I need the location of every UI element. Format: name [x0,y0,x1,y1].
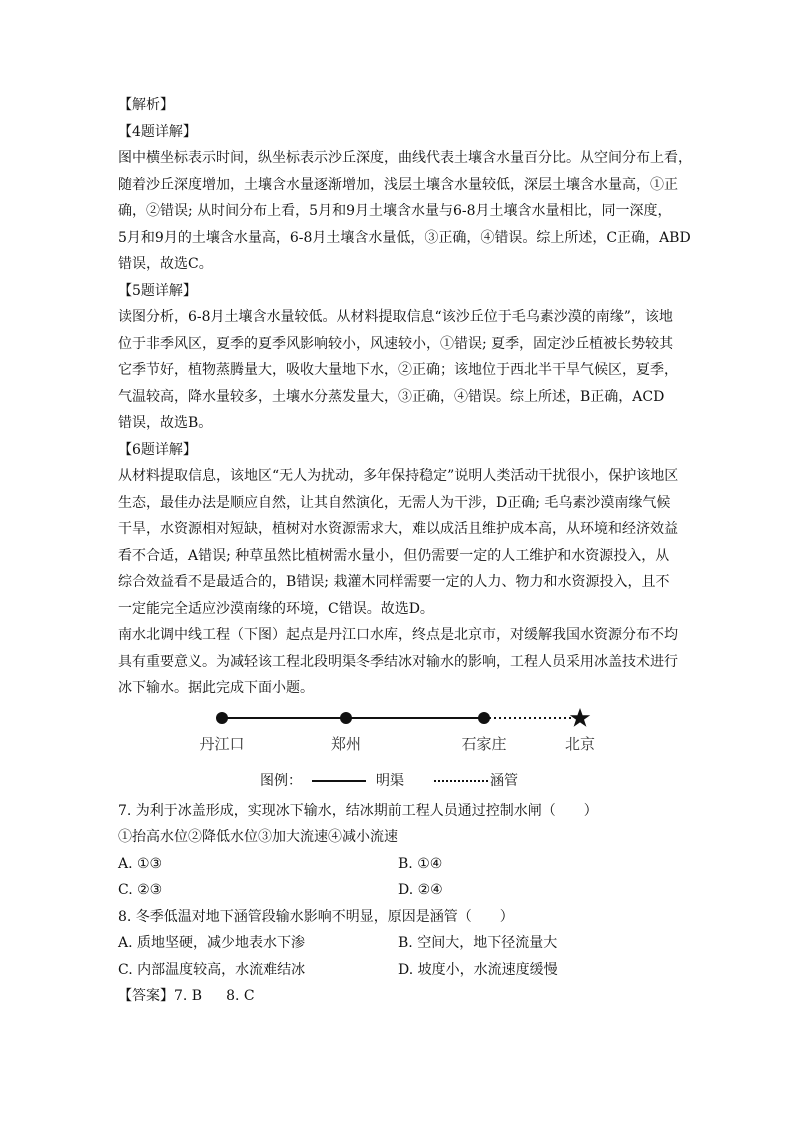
station-label-zhengzhou: 郑州 [330,734,362,753]
q4-line: 图中横坐标表示时间，纵坐标表示沙丘深度，曲线代表土壤含水量百分比。从空间分布上看， [118,150,692,166]
q5-header: 【5题详解】 [118,282,197,299]
q6-line: 生态，最佳办法是顺应自然，让其自然演化，无需人为干涉，D正确; 毛乌素沙漠南缘气候 [118,494,671,511]
q4-explanation [118,145,692,278]
q6-line: 一定能完全适应沙漠南缘的环境，C错误。故选D。 [118,600,434,617]
q7-option-d: D. ②④ [398,882,443,898]
q6-line: 综合效益看不是最适合的，B错误; 栽灌木同样需要一定的人力、物力和水资源投入，且不 [118,574,670,590]
q7-option-c: C. ②③ [118,882,163,898]
station-dot-danjiangkou [216,712,228,724]
answer-q8: 8. C [226,988,255,1004]
answer-label: 【答案】 [118,988,174,1004]
q8-option-b: B. 空间大，地下径流量大 [398,935,558,951]
q6-header: 【6题详解】 [118,441,197,458]
q6-line: 看不合适，A错误; 种草虽然比植树需水量小，但仍需要一定的人工维护和水资源投入，从 [118,547,670,564]
q5-explanation [118,304,678,437]
q5-line: 错误，故选B。 [118,415,213,431]
material-line: 南水北调中线工程（下图）起点是丹江口水库，终点是北京市，对缓解我国水资源分布不均 [118,627,678,643]
q6-line: 干旱，水资源相对短缺，植树对水资源需求大，难以成活且维护成本高，从环境和经济效益 [118,521,678,537]
q8-option-c: C. 内部温度较高，水流难结冰 [118,961,306,978]
analysis-header: 【解析】 [118,97,174,113]
answer-line [118,983,678,1010]
q5-line: 位于非季风区，夏季的夏季风影响较小，风速较小，①错误; 夏季，固定沙丘植被长势较其 [118,335,674,352]
q8-option-d: D. 坡度小，水流速度缓慢 [398,961,558,978]
q4-line: 5月和9月的土壤含水量高，6-8月土壤含水量低，③正确，④错误。综上所述，C正确，ABD [118,229,691,246]
beijing-star-icon [570,708,590,727]
q6-explanation [118,463,678,622]
legend-canal-label: 明渠 [376,772,404,789]
q8-options-row [118,930,678,957]
q4-line: 确，②错误; 从时间分布上看，5月和9月土壤含水量与6-8月土壤含水量相比，同一深度， [118,203,672,219]
q7-options-row [118,851,678,878]
station-label-danjiangkou: 丹江口 [199,734,245,753]
q7-option-a: A. ①③ [118,855,163,872]
q7-option-b: B. ①④ [398,855,443,872]
material-line: 具有重要意义。为减轻该工程北段明渠冬季结冰对输水的影响，工程人员采用冰盖技术进行 [118,653,678,670]
q4-header: 【4题详解】 [118,123,197,140]
q5-line: 它季节好，植物蒸腾量大，吸收大量地下水，②正确；该地位于西北半干旱气候区，夏季， [118,362,678,378]
water-route-diagram [118,706,678,764]
q6-line: 从材料提取信息，该地区“无人为扰动，多年保持稳定”说明人类活动干扰很小，保护该地区 [118,468,679,484]
q5-line: 气温较高，降水量较多，土壤水分蒸发量大，③正确，④错误。综上所述，B正确，ACD [118,388,665,405]
legend-label: 图例： [260,772,302,789]
station-label-shijiazhuang: 石家庄 [461,734,507,753]
legend-dotted-line [434,780,488,782]
q8-stem: 8. 冬季低温对地下涵管段输水影响不明显，原因是涵管（ ） [118,908,514,925]
q4-line: 随着沙丘深度增加，土壤含水量逐渐增加，浅层土壤含水量较低，深层土壤含水量高，①正 [118,176,678,193]
legend-solid-line [312,780,366,782]
q4-line: 错误，故选C。 [118,256,213,272]
q8-options-row [118,957,678,984]
document-page [118,92,692,1010]
legend-culvert-label: 涵管 [490,772,518,789]
material-text [118,622,678,702]
q8-option-a: A. 质地坚硬，减少地表水下渗 [118,935,306,951]
q5-line: 读图分析，6-8月土壤含水量较低。从材料提取信息“该沙丘位于毛乌素沙漠的南缘”，该地 [118,309,673,325]
station-dot-shijiazhuang [478,712,490,724]
material-line: 冰下输水。据此完成下面小题。 [118,680,314,696]
q7-choices: ①抬高水位②降低水位③加大流速④减小流速 [118,829,398,845]
route-svg [118,706,678,764]
q7-options-row [118,877,678,904]
station-label-beijing: 北京 [564,734,596,753]
diagram-legend [118,768,678,794]
answer-q7: 7. B [174,988,203,1004]
station-dot-zhengzhou [340,712,352,724]
q7-stem: 7. 为利于冰盖形成，实现冰下输水，结冰期前工程人员通过控制水闸（ ） [118,802,598,819]
